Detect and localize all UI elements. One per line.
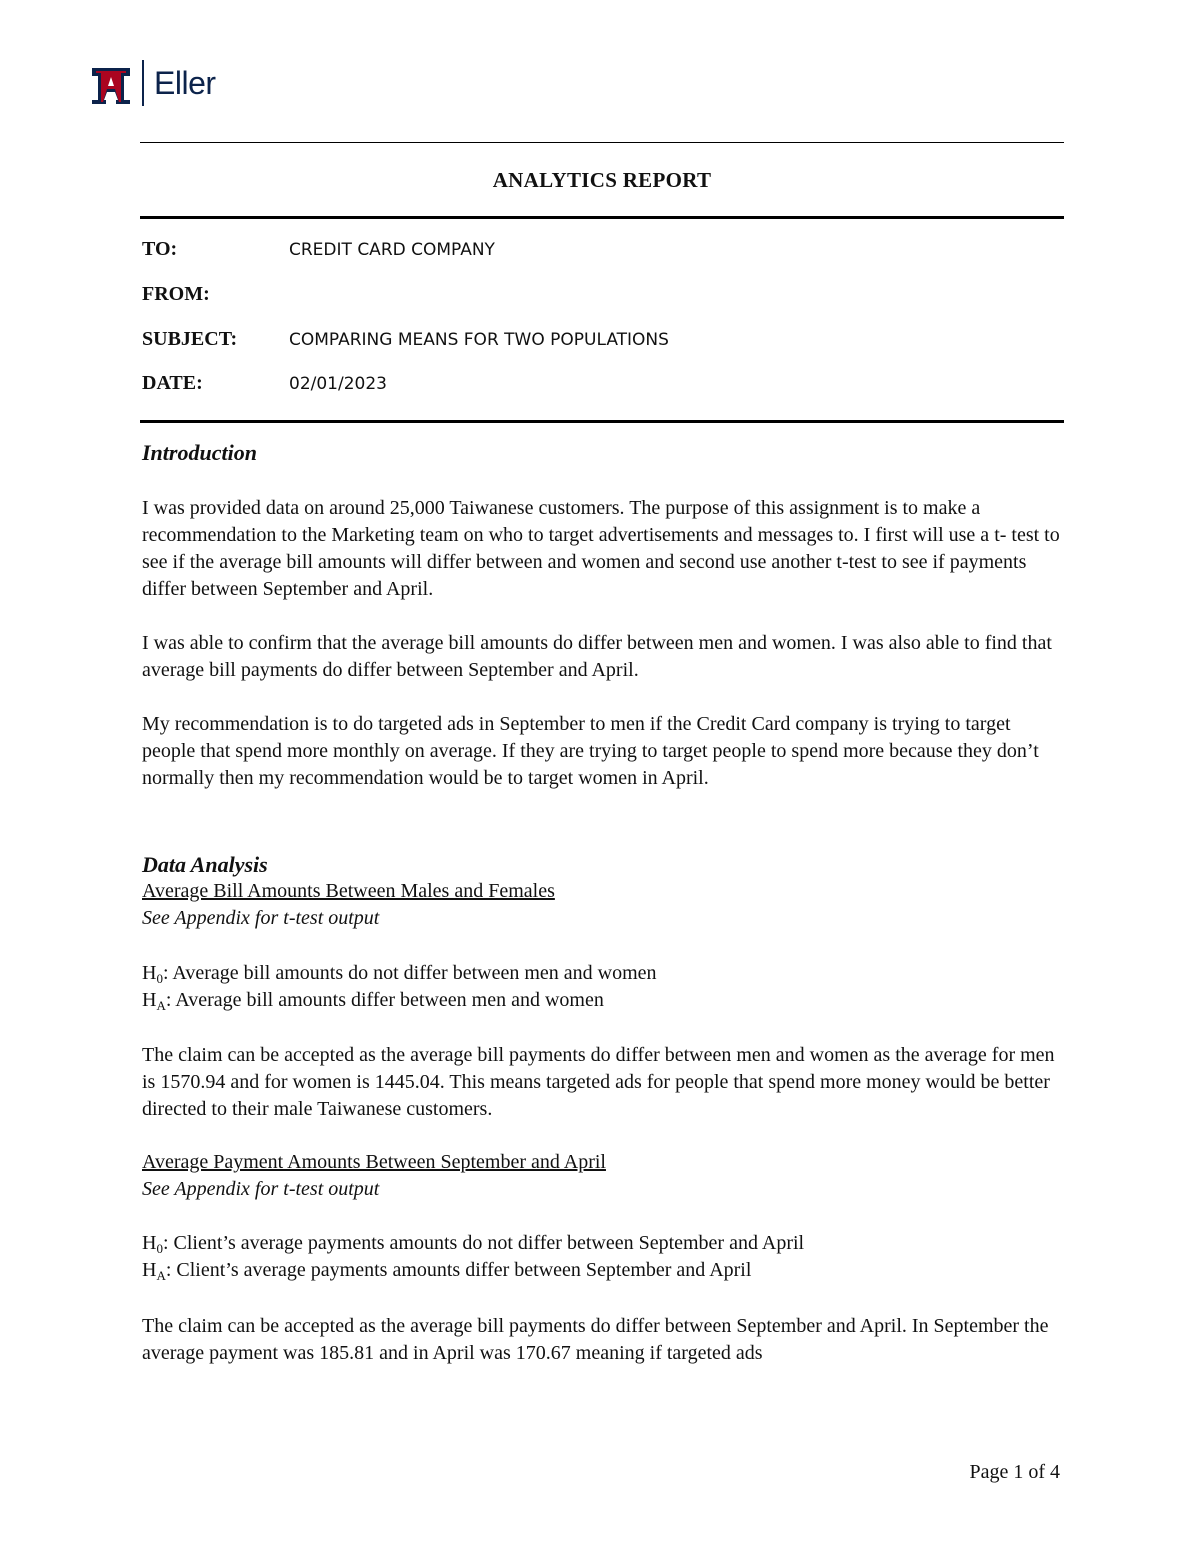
- intro-paragraph-1: I was provided data on around 25,000 Taiwanese customers. The purpose of this assignment is to make a recommendation to the Marketing team on who to target advertisements and messages to. I first will use a t- test to see if the average bill amounts will differ between and women and second use another t-test to see if payments differ between September and April.: [142, 497, 1060, 600]
- h0-subscript: 0: [156, 971, 163, 986]
- page-number: Page 1 of 4: [969, 1461, 1060, 1483]
- h0-text: : Average bill amounts do not differ between men and women: [162, 962, 657, 984]
- ha-text: : Average bill amounts differ between men and women: [165, 989, 604, 1011]
- intro-paragraph-3: My recommendation is to do targeted ads in September to men if the Credit Card company is trying to target people that spend more monthly on average. If they are trying to target people to spend more because they don’t normally then my recommendation would be to target women in April.: [142, 713, 1039, 789]
- logo-divider: [142, 60, 144, 106]
- memo-from-label: FROM:: [142, 283, 210, 305]
- memo-date-value: 02/01/2023: [289, 374, 387, 394]
- ha-symbol: H: [142, 989, 157, 1011]
- section1-conclusion: The claim can be accepted as the average bill payments do differ between men and women as the average for men is 1570.94 and for women is 1445.04. This means targeted ads for people that spend more money would be better directed to their male Taiwanese customers.: [142, 1044, 1055, 1120]
- ha-text: : Client’s average payments amounts differ between September and April: [165, 1259, 752, 1281]
- section1-null-hypothesis: [142, 962, 657, 987]
- memo-date-label: DATE:: [142, 372, 203, 394]
- section2-conclusion: The claim can be accepted as the average bill payments do differ between September and April. In September the average payment was 185.81 and in April was 170.67 meaning if targeted ads: [142, 1315, 1049, 1364]
- ha-subscript: A: [156, 1268, 166, 1283]
- section1-alt-hypothesis: [142, 989, 604, 1014]
- memo-to-label: TO:: [142, 238, 178, 260]
- h0-symbol: H: [142, 1232, 157, 1254]
- data-analysis-heading: Data Analysis: [142, 852, 268, 877]
- section2-alt-hypothesis: [142, 1259, 751, 1284]
- section1-appendix-note: See Appendix for t-test output: [142, 907, 380, 929]
- eller-logo: [88, 58, 216, 108]
- memo-to-value: CREDIT CARD COMPANY: [289, 240, 495, 260]
- memo-subject-label: SUBJECT:: [142, 328, 238, 350]
- memo-subject-value: COMPARING MEANS FOR TWO POPULATIONS: [289, 330, 669, 350]
- logo-wordmark: Eller: [154, 64, 216, 101]
- introduction-heading: Introduction: [142, 440, 257, 465]
- h0-symbol: H: [142, 962, 157, 984]
- memo-rule: [140, 420, 1064, 423]
- university-a-logo-icon: [88, 60, 134, 106]
- intro-paragraph-2: I was able to confirm that the average bill amounts do differ between men and women. I was also able to find that average bill payments do differ between September and April.: [142, 632, 1052, 681]
- report-title: ANALYTICS REPORT: [492, 168, 712, 192]
- ha-symbol: H: [142, 1259, 157, 1281]
- ha-subscript: A: [156, 998, 166, 1013]
- section2-null-hypothesis: [142, 1232, 804, 1257]
- top-rule: [140, 142, 1064, 143]
- title-rule: [140, 216, 1064, 219]
- section1-title: Average Bill Amounts Between Males and Females: [142, 880, 555, 902]
- h0-text: : Client’s average payments amounts do not differ between September and April: [162, 1232, 805, 1254]
- section2-title: Average Payment Amounts Between September and April: [142, 1151, 606, 1173]
- section2-appendix-note: See Appendix for t-test output: [142, 1178, 380, 1200]
- h0-subscript: 0: [156, 1241, 163, 1256]
